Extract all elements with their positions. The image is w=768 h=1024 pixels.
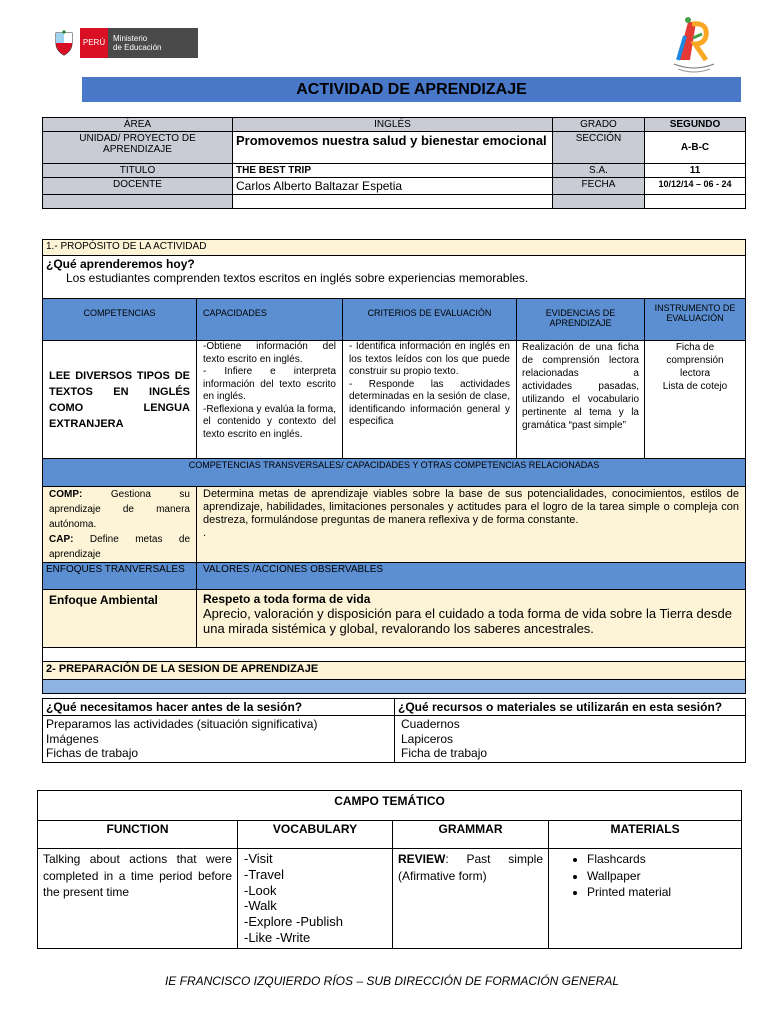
materials-cell <box>549 849 742 949</box>
instrumento-2: Lista de cotejo <box>662 381 728 392</box>
enfoques-header: ENFOQUES TRANVERSALES <box>43 563 197 590</box>
valor-title: Respeto a toda forma de vida <box>203 592 371 606</box>
list-item: Imágenes <box>46 731 99 746</box>
criterios-value: - Identifica información en inglés en los textos leídos con los que puede construir su propio texto. - Responde las actividades determinadas en la sesión de clase, identificando información general y especifica <box>343 341 517 459</box>
docente-value: Carlos Alberto Baltazar Espetia <box>233 178 553 195</box>
valores-header: VALORES /ACCIONES OBSERVABLES <box>197 563 746 590</box>
list-item: • Flashcards <box>587 851 741 868</box>
grammar-header: GRAMMAR <box>393 821 549 849</box>
valores-cell <box>197 590 746 648</box>
instrumento-header: INSTRUMENTO DE EVALUACIÓN <box>645 299 746 341</box>
grado-label: GRADO <box>553 118 645 132</box>
vocabulary-list <box>238 849 393 949</box>
spacer-row <box>43 648 746 662</box>
school-logo <box>668 14 720 76</box>
list-item: Fichas de trabajo <box>46 746 139 760</box>
transversales-heading: COMPETENCIAS TRANSVERSALES/ CAPACIDADES Y OTRAS COMPETENCIAS RELACIONADAS <box>43 459 746 487</box>
comp-text: Gestiona su aprendizaje de manera autónoma. <box>49 489 190 530</box>
list-item: -Explore -Publish <box>244 914 343 930</box>
preparacion-question-left: ¿Qué necesitamos hacer antes de la sesión? <box>43 699 395 716</box>
comp-cap-cell <box>43 487 197 563</box>
area-value: INGLÉS <box>233 118 553 132</box>
list-item: Lapiceros <box>401 731 454 746</box>
peru-shield-icon <box>52 30 76 56</box>
comp-label: COMP: <box>49 489 83 500</box>
function-header: FUNCTION <box>38 821 238 849</box>
empty-cell <box>233 195 553 209</box>
preparacion-question-right: ¿Qué recursos o materiales se utilizarán en esta sesión? <box>395 699 746 716</box>
vocabulary-header: VOCABULARY <box>238 821 393 849</box>
criterios-header: CRITERIOS DE EVALUACIÓN <box>343 299 517 341</box>
enfoque-value: Enfoque Ambiental <box>43 590 197 648</box>
page-title: ACTIVIDAD DE APRENDIZAJE <box>296 81 527 98</box>
list-item: -Look <box>244 882 277 898</box>
grado-value: SEGUNDO <box>645 118 746 132</box>
transversales-dot: . <box>203 527 207 539</box>
campo-tematico-table <box>37 790 742 949</box>
area-label: ÁREA <box>43 118 233 132</box>
empty-cell <box>43 195 233 209</box>
gov-ministry-line2: de Educación <box>113 43 162 52</box>
transversales-description-cell <box>197 487 746 563</box>
capacidades-header: CAPACIDADES <box>197 299 343 341</box>
grammar-value <box>393 849 549 949</box>
list-item: -Visit <box>244 851 273 866</box>
empty-cell <box>553 195 645 209</box>
seccion-value: A-B-C <box>645 132 746 164</box>
list-item: Ficha de trabajo <box>401 746 488 760</box>
fecha-value: 10/12/14 – 06 - 24 <box>645 178 746 195</box>
preparacion-table <box>42 698 746 763</box>
function-value: Talking about actions that were completed in a time period before the present time <box>38 849 238 949</box>
grammar-label: REVIEW <box>398 852 446 866</box>
evidencias-value: Realización de una ficha de comprensión lectora relacionadas a actividades pasadas, utilizando el vocabulario pertinente al tema y la gramática “past simple” <box>517 341 645 459</box>
evidencias-header: EVIDENCIAS DE APRENDIZAJE <box>517 299 645 341</box>
preparacion-heading: 2- PREPARACIÓN DE LA SESION DE APRENDIZAJE <box>43 662 746 680</box>
fecha-label: FECHA <box>553 178 645 195</box>
seccion-label: SECCIÓN <box>553 132 645 164</box>
list-item: Cuadernos <box>401 717 460 731</box>
proposito-question: ¿Qué aprenderemos hoy? <box>46 257 195 271</box>
instrumento-1: Ficha de comprensión lectora <box>666 342 724 379</box>
gov-country-label: PERÚ <box>82 38 106 47</box>
cap-label: CAP: <box>49 534 74 545</box>
competencias-header: COMPETENCIAS <box>43 299 197 341</box>
grammar-text: : Past simple (Afirmative form) <box>398 852 543 883</box>
titulo-value: THE BEST TRIP <box>233 164 553 178</box>
info-table <box>42 117 746 209</box>
list-item: Preparamos las actividades (situación significativa) <box>46 717 318 731</box>
proposito-cell <box>43 256 746 299</box>
sa-label: S.A. <box>553 164 645 178</box>
titulo-label: TITULO <box>43 164 233 178</box>
capacidades-value: -Obtiene información del texto escrito en inglés. - Infiere e interpreta información del texto escrito en inglés. -Reflexiona y evalúa la forma, el contenido y contexto del texto escrito en inglés. <box>197 341 343 459</box>
unidad-value: Promovemos nuestra salud y bienestar emocional <box>233 132 553 164</box>
preparacion-right-list <box>395 716 746 763</box>
materials-list <box>549 851 741 901</box>
list-item: -Walk <box>244 898 277 914</box>
proposito-answer: Los estudiantes comprenden textos escritos en inglés sobre experiencias memorables. <box>66 271 529 285</box>
sa-value: 11 <box>645 164 746 178</box>
proposito-heading: 1.- PROPÓSITO DE LA ACTIVIDAD <box>43 240 746 256</box>
materials-header: MATERIALS <box>549 821 742 849</box>
campo-title: CAMPO TEMÁTICO <box>38 791 742 821</box>
preparacion-left-list <box>43 716 395 763</box>
list-item: • Printed material <box>587 884 741 901</box>
empty-cell <box>645 195 746 209</box>
list-item: -Travel <box>244 866 284 882</box>
cap-text: Define metas de aprendizaje <box>49 534 190 560</box>
main-table <box>42 239 746 694</box>
unidad-label: UNIDAD/ PROYECTO DE APRENDIZAJE <box>43 132 233 164</box>
minedu-logo <box>50 28 198 58</box>
title-banner <box>82 77 741 102</box>
valor-text: Aprecio, valoración y disposición para el cuidado a toda forma de vida sobre la Tierra desde una mirada sistémica y global, revalorando los saberes ancestrales. <box>203 606 732 636</box>
gov-ministry-line1: Ministerio <box>113 34 148 43</box>
competencia-value: LEE DIVERSOS TIPOS DE TEXTOS EN INGLÉS COMO LENGUA EXTRANJERA <box>43 341 197 459</box>
transversales-description: Determina metas de aprendizaje viables sobre la base de sus potencialidades, conocimientos, estilos de aprendizaje, habilidades, limitaciones personales y actitudes para el logro de la tarea simple o compleja con destreza, formulándose preguntas de manera reflexiva y de forma constante. <box>203 488 739 526</box>
page-footer: IE FRANCISCO IZQUIERDO RÍOS – SUB DIRECCIÓN DE FORMACIÓN GENERAL <box>164 974 620 988</box>
list-item: • Wallpaper <box>587 868 741 885</box>
instrumento-cell <box>645 341 746 459</box>
docente-label: DOCENTE <box>43 178 233 195</box>
spacer-row <box>43 680 746 694</box>
list-item: -Like -Write <box>244 929 311 945</box>
